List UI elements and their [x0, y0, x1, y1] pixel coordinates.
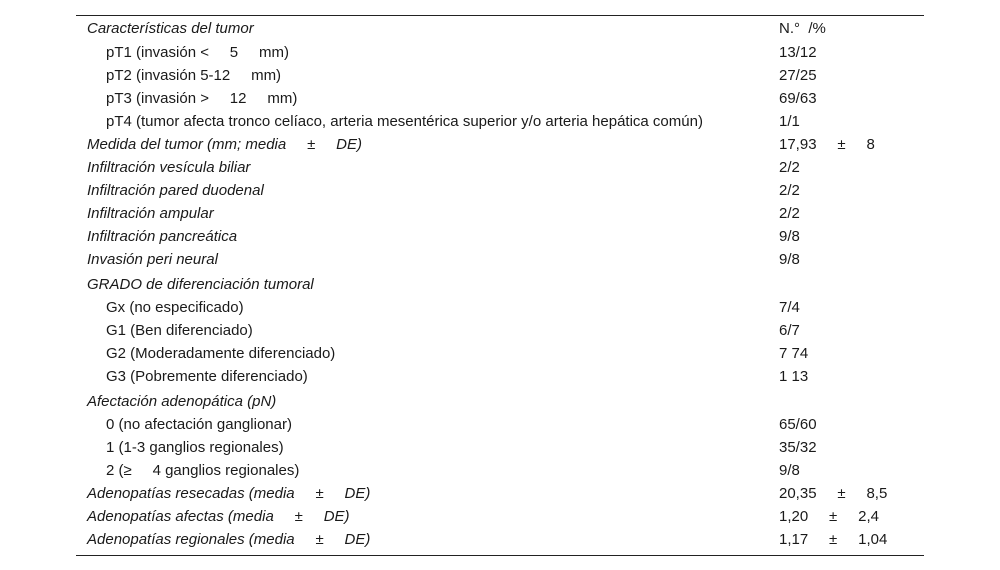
row-label: Adenopatías resecadas (media ± DE) — [87, 485, 371, 502]
row-label: Afectación adenopática (pN) — [87, 393, 277, 410]
row-value: 2/2 — [779, 159, 800, 176]
row-label: Infiltración pared duodenal — [87, 182, 264, 199]
table-row — [76, 248, 924, 271]
row-label: Invasión peri neural — [87, 251, 218, 268]
row-value: 7 74 — [779, 345, 809, 362]
table-row — [76, 505, 924, 528]
row-label: pT2 (invasión 5-12 mm) — [106, 67, 282, 84]
table-row — [76, 296, 924, 319]
table-row — [76, 202, 924, 225]
row-value: 9/8 — [779, 462, 800, 479]
row-value: 27/25 — [779, 67, 817, 84]
table-row — [76, 342, 924, 365]
header-value: N.° /% — [779, 20, 826, 37]
row-label: Gx (no especificado) — [106, 299, 244, 316]
row-label: G3 (Pobremente diferenciado) — [106, 368, 308, 385]
table-row — [76, 225, 924, 248]
table-row — [76, 528, 924, 551]
row-value: 2/2 — [779, 205, 800, 222]
row-label: Infiltración ampular — [87, 205, 214, 222]
row-label: Infiltración pancreática — [87, 228, 238, 245]
header-label: Características del tumor — [87, 20, 254, 37]
tumor-characteristics-table — [76, 15, 924, 556]
table-row — [76, 482, 924, 505]
row-value: 9/8 — [779, 251, 800, 268]
row-label: G1 (Ben diferenciado) — [106, 322, 253, 339]
row-value: 65/60 — [779, 416, 817, 433]
section-row — [76, 271, 924, 296]
row-value: 35/32 — [779, 439, 817, 456]
row-value: 1/1 — [779, 113, 800, 130]
table-row — [76, 87, 924, 110]
row-value: 9/8 — [779, 228, 800, 245]
table-row — [76, 319, 924, 342]
table-bottom-rule — [76, 555, 924, 556]
row-label: Adenopatías regionales (media ± DE) — [87, 531, 371, 548]
section-row — [76, 388, 924, 413]
row-label: GRADO de diferenciación tumoral — [87, 276, 314, 293]
row-label: 1 (1-3 ganglios regionales) — [106, 439, 284, 456]
row-value: 17,93 ± 8 — [779, 136, 875, 153]
row-label: pT4 (tumor afecta tronco celíaco, arteria mesentérica superior y/o arteria hepática común) — [106, 113, 703, 130]
table-row — [76, 436, 924, 459]
table-row — [76, 459, 924, 482]
row-label: 2 (≥ 4 ganglios regionales) — [106, 462, 300, 479]
table-row — [76, 133, 924, 156]
row-value: 1 13 — [779, 368, 809, 385]
table-row — [76, 179, 924, 202]
row-label: 0 (no afectación ganglionar) — [106, 416, 292, 433]
row-value: 7/4 — [779, 299, 800, 316]
row-label: Adenopatías afectas (media ± DE) — [87, 508, 350, 525]
row-value: 13/12 — [779, 44, 817, 61]
row-value: 6/7 — [779, 322, 800, 339]
row-value: 2/2 — [779, 182, 800, 199]
row-label: Medida del tumor (mm; media ± DE) — [87, 136, 362, 153]
table-body — [76, 16, 924, 555]
table-row — [76, 110, 924, 133]
table-row — [76, 156, 924, 179]
table-row — [76, 365, 924, 388]
table-header-row — [76, 16, 924, 41]
row-value: 69/63 — [779, 90, 817, 107]
row-value: 1,20 ± 2,4 — [779, 508, 879, 525]
row-label: Infiltración vesícula biliar — [87, 159, 251, 176]
table-row — [76, 413, 924, 436]
table-row — [76, 41, 924, 64]
row-label: pT3 (invasión > 12 mm) — [106, 90, 298, 107]
row-label: G2 (Moderadamente diferenciado) — [106, 345, 336, 362]
table-row — [76, 64, 924, 87]
row-value: 1,17 ± 1,04 — [779, 531, 888, 548]
row-label: pT1 (invasión < 5 mm) — [106, 44, 289, 61]
row-value: 20,35 ± 8,5 — [779, 485, 888, 502]
